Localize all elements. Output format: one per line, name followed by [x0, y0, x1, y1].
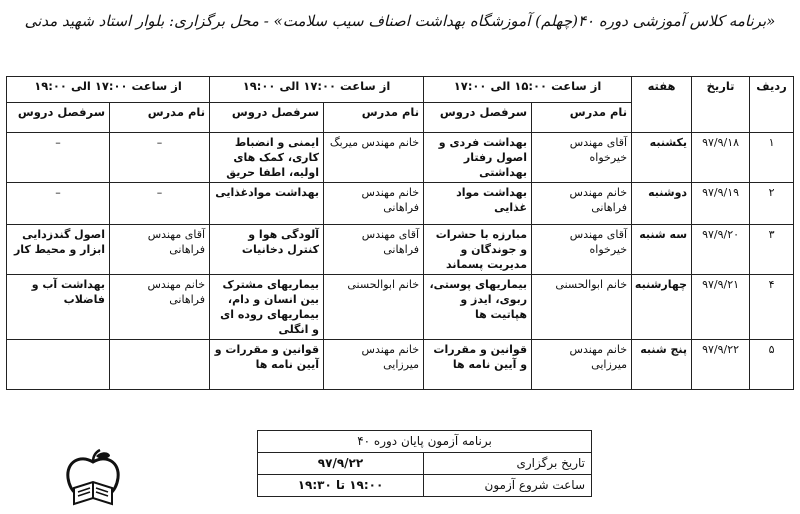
schedule-table: [6, 76, 794, 390]
topic-cell: –: [7, 133, 110, 183]
topic-cell: بیماریهای پوستی، ربوی، ایدز و هپاتیت ها: [424, 275, 532, 340]
exam-schedule-table: [257, 430, 592, 497]
topic-cell: بیماریهای مشترک بین انسان و دام، بیماریهای روده ای و انگلی: [210, 275, 324, 340]
header-slot-1: از ساعت ۱۵:۰۰ الی ۱۷:۰۰: [424, 77, 632, 103]
table-row: [7, 183, 794, 225]
row-day: سه شنبه: [632, 225, 692, 275]
teacher-cell: –: [110, 183, 210, 225]
teacher-cell: آقای مهندس فراهانی: [324, 225, 424, 275]
topic-cell: بهداشت موادغذایی: [210, 183, 324, 225]
header-slot-3: از ساعت ۱۷:۰۰ الی ۱۹:۰۰: [7, 77, 210, 103]
row-date: ۹۷/۹/۲۱: [692, 275, 750, 340]
teacher-cell: آقای مهندس فراهانی: [110, 225, 210, 275]
header-date: تاریخ: [692, 77, 750, 133]
row-number: ۱: [750, 133, 794, 183]
topic-cell: [7, 340, 110, 390]
topic-cell: –: [7, 183, 110, 225]
header-teacher-2: نام مدرس: [324, 103, 424, 133]
teacher-cell: خانم ابوالحسنی: [324, 275, 424, 340]
topic-cell: ایمنی و انضباط کاری، کمک های اولیه، اطفا حریق: [210, 133, 324, 183]
teacher-cell: خانم مهندس میرزایی: [324, 340, 424, 390]
exam-time-label: ساعت شروع آزمون: [424, 475, 592, 497]
topic-cell: بهداشت فردی و اصول رفتار بهداشتی: [424, 133, 532, 183]
teacher-cell: خانم مهندس فراهانی: [110, 275, 210, 340]
teacher-cell: آقای مهندس خیرخواه: [532, 133, 632, 183]
header-teacher-3: نام مدرس: [110, 103, 210, 133]
exam-time-value: ۱۹:۰۰ تا ۱۹:۳۰: [258, 475, 424, 497]
topic-cell: اصول گندزدایی ابزار و محیط کار: [7, 225, 110, 275]
teacher-cell: خانم مهندس فراهانی: [324, 183, 424, 225]
exam-date-label: تاریخ برگزاری: [424, 453, 592, 475]
table-row: [7, 225, 794, 275]
teacher-cell: [110, 340, 210, 390]
exam-title: برنامه آزمون پایان دوره ۴۰: [258, 431, 592, 453]
header-row-number: ردیف: [750, 77, 794, 133]
row-number: ۲: [750, 183, 794, 225]
row-day: پنج شنبه: [632, 340, 692, 390]
topic-cell: بهداشت مواد غذایی: [424, 183, 532, 225]
row-date: ۹۷/۹/۱۹: [692, 183, 750, 225]
teacher-cell: خانم مهندس میربگ: [324, 133, 424, 183]
teacher-cell: –: [110, 133, 210, 183]
row-date: ۹۷/۹/۱۸: [692, 133, 750, 183]
topic-cell: آلودگی هوا و کنترل دخانیات: [210, 225, 324, 275]
topic-cell: بهداشت آب و فاضلاب: [7, 275, 110, 340]
table-row: [7, 133, 794, 183]
header-topic-1: سرفصل دروس: [424, 103, 532, 133]
exam-date-value: ۹۷/۹/۲۲: [258, 453, 424, 475]
row-date: ۹۷/۹/۲۲: [692, 340, 750, 390]
topic-cell: قوانین و مقررات و آیین نامه ها: [424, 340, 532, 390]
header-topic-2: سرفصل دروس: [210, 103, 324, 133]
table-row: [7, 275, 794, 340]
header-teacher-1: نام مدرس: [532, 103, 632, 133]
table-row: [7, 340, 794, 390]
teacher-cell: آقای مهندس خیرخواه: [532, 225, 632, 275]
page-title: «برنامه کلاس آموزشی دوره ۴۰(چهلم) آموزشگاه بهداشت اصناف سیب سلامت» - محل برگزاری: بلوار استاد شهید مدنی: [24, 12, 776, 30]
row-day: دوشنبه: [632, 183, 692, 225]
header-week: هفته: [632, 77, 692, 133]
row-day: یکشنبه: [632, 133, 692, 183]
row-number: ۴: [750, 275, 794, 340]
row-day: چهارشنبه: [632, 275, 692, 340]
row-number: ۳: [750, 225, 794, 275]
topic-cell: قوانین و مقررات و آیین نامه ها: [210, 340, 324, 390]
teacher-cell: خانم ابوالحسنی: [532, 275, 632, 340]
teacher-cell: خانم مهندس میرزایی: [532, 340, 632, 390]
teacher-cell: خانم مهندس فراهانی: [532, 183, 632, 225]
header-slot-2: از ساعت ۱۷:۰۰ الی ۱۹:۰۰: [210, 77, 424, 103]
topic-cell: مبارزه با حشرات و جوندگان و مدیریت پسماند: [424, 225, 532, 275]
header-topic-3: سرفصل دروس: [7, 103, 110, 133]
apple-book-logo-icon: [60, 448, 126, 510]
row-number: ۵: [750, 340, 794, 390]
row-date: ۹۷/۹/۲۰: [692, 225, 750, 275]
